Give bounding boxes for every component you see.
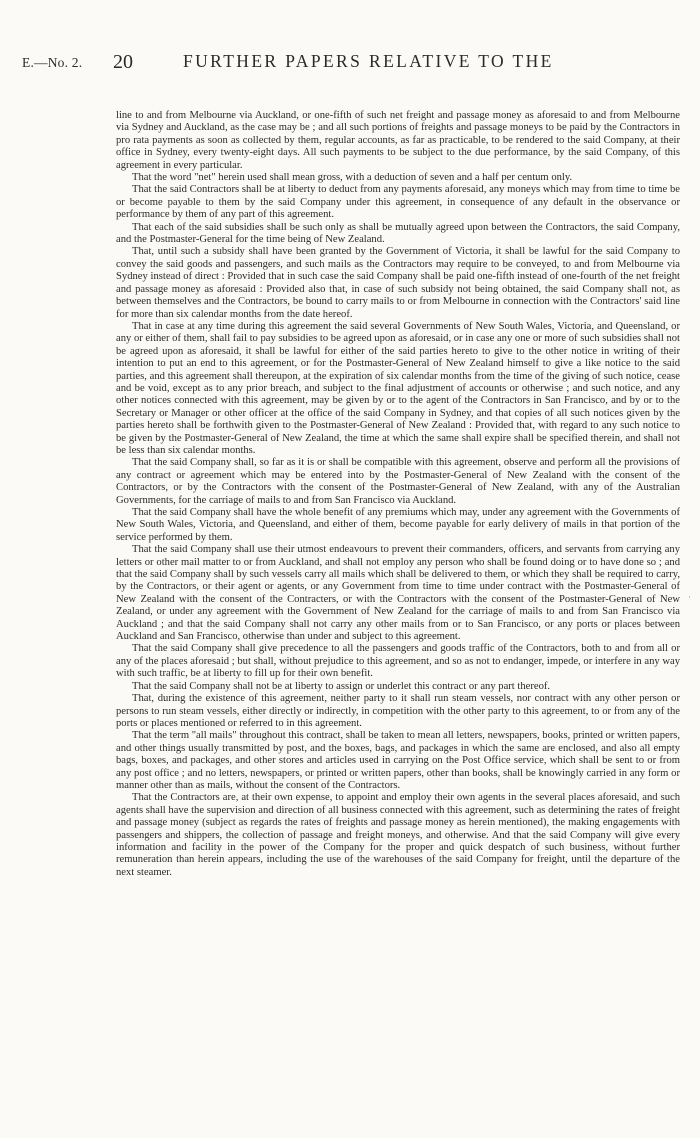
paragraph: That each of the said subsidies shall be such only as shall be mutually agreed upon between the Contractors, the said Company, and the Postmaster-General for the time being of New Zealand. xyxy=(116,221,680,246)
paragraph: line to and from Melbourne via Auckland, or one-fifth of such net freight and passage money as aforesaid to and from Melbourne via Sydney and Auckland, as the case may be ; and all such portions of freights and passage moneys to be paid by the Contractors in pro rata payments as soon as collected by them, regular accounts, as far as practicable, to be rendered to the said Company, at their office in Sydney, every twenty-eight days. All such payments to be subject to the due performance, by the said Company, of this agreement in every particular. xyxy=(116,110,680,171)
page-number: 20 xyxy=(113,51,133,73)
paragraph: That the said Company shall not be at liberty to assign or underlet this contract or any part thereof. xyxy=(132,680,551,692)
margin-mark: · xyxy=(688,592,691,602)
paragraph: That the said Company shall, so far as it is or shall be compatible with this agreement, observe and perform all the provisions of any contract or agreement which may be entered into by the Postmaster-General of New Zealand with the consent of the Contractors, or by the Contractors with the consent of the Postmaster-General of New Zealand, with any of the Australian Governments, for the carriage of mails to and from San Francisco via Auckland. xyxy=(116,457,680,506)
paragraph: That the Contractors are, at their own expense, to appoint and employ their own agents in the several places aforesaid, and such agents shall have the supervision and direction of all business connected with this agreement, such as determining the rates of freight and passage money (subject as regards the rates of freights and passage money as herein mentioned), the making engagements with passengers and shippers, the collection of passage and freight moneys, and otherwise. And that the said Company will give every information and facility in the power of the Company for the proper and quick despatch of such business, without further remuneration than herein appears, including the use of the warehouses of the said Company for freight, until the departure of the next steamer. xyxy=(116,792,680,878)
page-header xyxy=(0,52,700,74)
paragraph: That in case at any time during this agreement the said several Governments of New South Wales, Victoria, and Queensland, or any or either of them, shall fail to pay subsidies to be agreed upon as aforesaid, or in case any one or more of such subsidies shall not be agreed upon as aforesaid, it shall be lawful for either of the said parties hereto to give to the other notice in writing of their intention to put an end to this agreement, or for the Postmaster-General of New Zealand himself to give a like notice to the said parties, and this agreement shall thereupon, at the expiration of six calendar months from the time of the giving of such notice, cease and be void, except as to any prior breach, and subject to the final adjustment of accounts or otherwise ; and such notice, and any other notices connected with this agreement, may be given by or to the agent of the Contractors in San Francisco, and by or to the Secretary or Manager or other officer at the office of the said Company in Sydney, and that copies of all such notices given by the parties hereto shall be forthwith given to the Postmaster-General of New Zealand : Provided that, with regard to any such notice to be given by the Postmaster-General of New Zealand, the time at which the same shall expire shall be specified therein, and shall not be less than six calendar months. xyxy=(116,320,680,456)
document-reference: E.—No. 2. xyxy=(22,55,83,70)
paragraph: That, until such a subsidy shall have been granted by the Government of Victoria, it shall be lawful for the said Company to convey the said goods and passengers, and such mails as the Contractors may require to be conveyed, to and from Melbourne via Sydney instead of direct : Provided that in such case the said Company shall be paid one-fifth instead of one-fourth of the net freight and passage money as aforesaid : Provided also that, in case of such subsidy not being obtained, the said Company shall not, as between themselves and the Contractors, be bound to carry mails to or from Melbourne in connection with the Contractors' said line for more than six calendar months from the date hereof. xyxy=(116,246,680,320)
body-text xyxy=(116,110,680,879)
paragraph: That the term "all mails" throughout this contract, shall be taken to mean all letters, newspapers, books, printed or written papers, and other things usually transmitted by post, and the boxes, bags, and packages in which the same are enclosed, and also all empty bags, boxes, and packages, and other stores and articles used in carrying on the Post Office service, which shall be sent to or from any post office ; and no letters, newspapers, or printed or written papers, other than books, shall be knowingly carried in any form or manner other than as mails, without the consent of the Contractors. xyxy=(116,730,680,791)
paragraph: That the said Contractors shall be at liberty to deduct from any payments aforesaid, any moneys which may from time to time be or become payable to them by the said Company under this agreement, in consequence of any default in the observance or performance by them of any part of this agreement. xyxy=(116,184,680,221)
paragraph: That the word "net" herein used shall mean gross, with a deduction of seven and a half per centum only. xyxy=(132,172,573,184)
paragraph: That the said Company shall use their utmost endeavours to prevent their commanders, officers, and servants from carrying any letters or other mail matter to or from Auckland, and shall not employ any person who shall be found doing or to have done so ; and that the said Company shall by such vessels carry all mails which shall be delivered to them, or which they shall be required to carry, by the Contractors, or their agent or agents, or any Government from time to time under contract with the Postmaster-General of New Zealand with the consent of the Contracters, or with the Contractors with the consent of the Postmaster-General of New Zealand, or under any agreement with the Government of New Zealand for the carriage of mails to and from San Francisco via Auckland ; and that the said Company shall not carry any other mails from or to San Francisco, or any ports or places between Auckland and San Francisco, otherwise than under and subject to this agreement. xyxy=(116,544,680,643)
paragraph: That, during the existence of this agreement, neither party to it shall run steam vessels, nor contract with any other person or persons to run steam vessels, either directly or indirectly, in competition with the other party to this agreement, to or from any of the ports or places mentioned or referred to in this agreement. xyxy=(116,693,680,729)
paragraph: That the said Company shall give precedence to all the passengers and goods traffic of the Contractors, both to and from all or any of the places aforesaid ; but shall, without prejudice to this agreement, and so as not to endanger, impede, or interfere in any way with such traffic, be at liberty to fill up for their own benefit. xyxy=(116,643,680,680)
paragraph: That the said Company shall have the whole benefit of any premiums which may, under any agreement with the Governments of New South Wales, Victoria, and Queensland, and either of them, become payable for early delivery of mails in that portion of the service performed by them. xyxy=(116,507,680,543)
running-title: FURTHER PAPERS RELATIVE TO THE xyxy=(183,51,554,71)
